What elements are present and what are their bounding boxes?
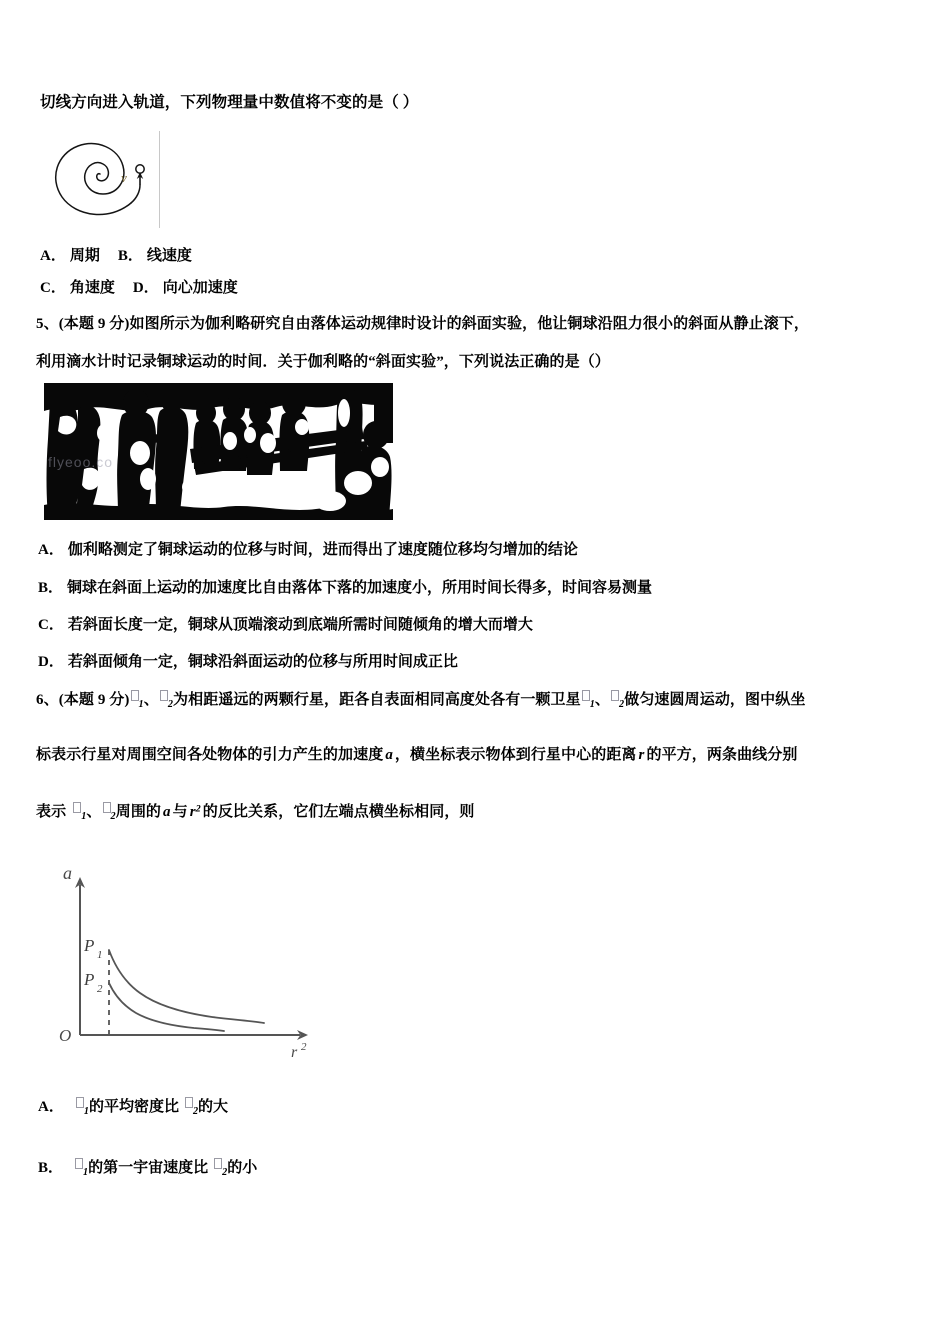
q6-stem-text2: 做匀速圆周运动，图中纵坐 (624, 692, 806, 708)
q6a-planet-1-subscript: 1 (83, 1105, 89, 1117)
q5-option-c (38, 615, 533, 636)
x-axis-label-exponent: 2 (301, 1041, 307, 1053)
q5-score: (本题 9 分) (58, 316, 130, 332)
q6-stem-sep3: 、 (86, 804, 102, 820)
q6a-planet-2-subscript: 2 (192, 1105, 199, 1117)
q6-stem-text3: 标表示行星对周围空间各处物体的引力产生的加速度 (36, 747, 384, 763)
p2-label-subscript: 2 (97, 983, 103, 995)
q5-stem-line2: 利用滴水计时记录铜球运动的时间．关于伽利略的“斜面实验”，下列说法正确的是（） (36, 354, 610, 370)
q4-stem-tail: 切线方向进入轨道，下列物理量中数值将不变的是（ ） (40, 94, 419, 111)
q5-option-d-text: 若斜面倾角一定，铜球沿斜面运动的位移与所用时间成正比 (67, 654, 458, 670)
q6-stem-line1 (36, 690, 805, 713)
q4-option-row-1 (40, 246, 192, 267)
q4-option-row-2 (40, 278, 238, 299)
missing-glyph-box-8 (185, 1097, 193, 1108)
q6-stem-text9: 的反比关系，它们左端点横坐标相同，则 (202, 804, 475, 820)
q6-option-b-part1: 的第一宇宙速度比 (88, 1160, 209, 1176)
p1-label-subscript: 1 (97, 949, 103, 961)
missing-glyph-box-9 (75, 1158, 83, 1169)
q6-stem-text5: 的平方，两条曲线分别 (646, 747, 798, 763)
q4-option-d-label: D． (132, 280, 159, 296)
q6-stem-text7: 周围的 (115, 804, 162, 820)
spiral-svg (40, 131, 160, 228)
symbol-r-1: r (638, 747, 645, 763)
q5-option-d (38, 652, 458, 673)
velocity-label: v (121, 170, 127, 185)
q6-stem-sep2: 、 (594, 692, 611, 708)
q4-option-c-label: C． (40, 280, 66, 296)
x-axis-label: r (291, 1044, 298, 1061)
q6-option-b-part2: 的小 (227, 1160, 258, 1176)
q5-option-a-label: A． (38, 542, 64, 558)
missing-glyph-box-3 (582, 690, 590, 701)
q5-option-c-text: 若斜面长度一定，铜球从顶端滚动到底端所需时间随倾角的增大而增大 (67, 617, 533, 633)
spiral-track-diagram (40, 131, 160, 228)
q5-option-b-label: B． (38, 580, 64, 596)
symbol-r-2: r (189, 804, 196, 820)
satellite-1-subscript: 1 (589, 698, 595, 710)
q6-option-a-part2: 的大 (198, 1099, 229, 1115)
missing-glyph-box-10 (214, 1158, 222, 1169)
q6-stem-sep1: 、 (143, 692, 159, 708)
q6-option-a-label: A． (38, 1099, 64, 1115)
acceleration-vs-r-squared-chart (52, 857, 332, 1065)
q6-number: 6、 (36, 692, 59, 708)
q6-score: (本题 9 分) (58, 692, 130, 708)
q5-option-b (38, 578, 652, 599)
q6-option-b-label: B． (38, 1160, 64, 1176)
q6-option-b (38, 1158, 257, 1180)
q5-number: 5、 (36, 316, 59, 332)
q4-option-b-label: B． (117, 248, 143, 264)
p1-curve (109, 950, 264, 1023)
p1-label: P (84, 936, 95, 955)
satellite-2-subscript: 2 (619, 698, 625, 710)
q6-option-a (38, 1097, 228, 1119)
planet-1-subscript-b: 1 (81, 810, 87, 822)
q4-option-a-text: 周期 (69, 248, 100, 264)
q5-option-a-text: 伽利略测定了铜球运动的位移与时间，进而得出了速度随位移均匀增加的结论 (67, 542, 578, 558)
q6-stem-text6: 表示 (36, 804, 67, 820)
planet-2-subscript-b: 2 (110, 810, 116, 822)
q5-option-a (38, 540, 578, 561)
galileo-photo-svg (44, 383, 393, 520)
missing-glyph-box-7 (76, 1097, 84, 1108)
q5-option-b-text: 铜球在斜面上运动的加速度比自由落体下落的加速度小，所用时间长得多，时间容易测量 (67, 580, 653, 596)
q6-stem-line3 (36, 802, 475, 825)
q6-stem-text8: 与 (172, 804, 188, 820)
missing-glyph-box-6 (103, 802, 111, 813)
missing-glyph-box-2 (160, 690, 168, 701)
q6-option-a-part1: 的平均密度比 (88, 1099, 179, 1115)
missing-glyph-box-1 (131, 690, 139, 701)
q6-stem-text1: 为相距遥远的两颗行星，距各自表面相同高度处各有一颗卫星 (173, 692, 581, 708)
q4-option-c-text: 角速度 (69, 280, 115, 296)
q6b-planet-1-subscript: 1 (83, 1166, 89, 1178)
q6b-planet-2-subscript: 2 (222, 1166, 228, 1178)
galileo-inclined-plane-photo (44, 383, 393, 520)
symbol-a-1: a (385, 747, 393, 763)
planet-2-subscript-a: 2 (167, 698, 174, 710)
origin-label: O (59, 1026, 72, 1045)
y-axis-label: a (63, 863, 72, 883)
symbol-r-exponent: 2 (195, 803, 201, 815)
q5-option-c-label: C． (38, 617, 64, 633)
q4-option-d-text: 向心加速度 (162, 280, 238, 296)
missing-glyph-box-4 (611, 690, 619, 701)
q6-stem-text4: ，横坐标表示物体到行星中心的距离 (394, 747, 637, 763)
q5-stem-line1 (36, 314, 809, 336)
p2-label: P (84, 970, 95, 989)
missing-glyph-box-5 (73, 802, 81, 813)
q5-option-d-label: D． (38, 654, 64, 670)
ar2-chart-svg (52, 857, 332, 1065)
planet-1-subscript-a: 1 (138, 698, 144, 710)
symbol-a-2: a (163, 804, 171, 820)
q4-option-a-label: A． (40, 248, 66, 264)
q4-option-b-text: 线速度 (146, 248, 192, 264)
q5-stem-text1: 如图所示为伽利略研究自由落体运动规律时设计的斜面实验，他让铜球沿阻力很小的斜面从静止滚下， (129, 316, 810, 332)
photo-watermark: flyeoo.co (48, 454, 114, 470)
q6-stem-line2 (36, 745, 797, 767)
